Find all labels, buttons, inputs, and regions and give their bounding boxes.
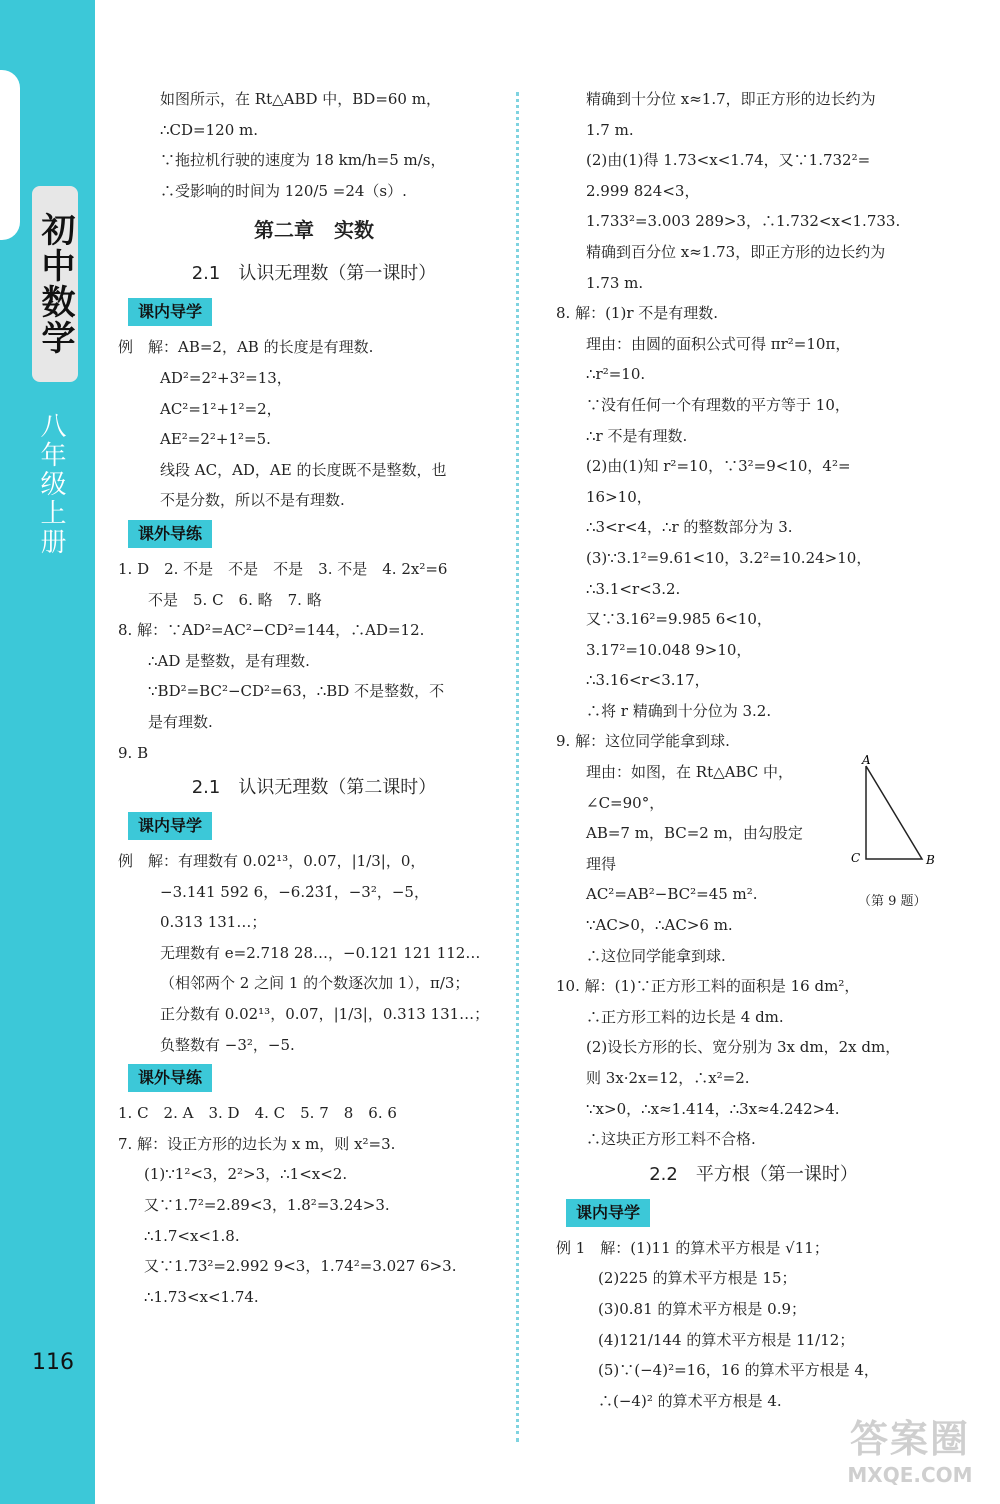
text-line: 又∵1.7²=2.89<3，1.8²=3.24>3.	[144, 1196, 390, 1215]
section-tag: 课外导练	[128, 520, 212, 548]
text-line: AB=7 m，BC=2 m，由勾股定	[586, 824, 803, 843]
triangle-abc	[866, 766, 922, 859]
text-line: ∴将 r 精确到十分位为 3.2.	[586, 701, 772, 720]
text-line: ∴CD=120 m.	[160, 120, 259, 139]
text-line: (2)设长方形的长、宽分别为 3x dm，2x dm，	[586, 1038, 901, 1057]
text-line: 理由：如图，在 Rt△ABC 中，	[586, 763, 794, 782]
chapter-heading: 第二章 实数	[254, 218, 374, 243]
text-line: (1)∵1²<3，2²>3，∴1<x<2.	[144, 1165, 348, 1184]
watermark-logo	[830, 1408, 990, 1498]
text-line: (5)∵(−4)²=16，16 的算术平方根是 4，	[598, 1361, 879, 1380]
left-column	[118, 84, 510, 1312]
text-line: (2)由(1)知 r²=10，∵3²=9<10，4²=	[586, 457, 851, 476]
text-line: AE²=2²+1²=5.	[160, 430, 271, 449]
text-line: 正分数有 0.02¹³，0.07，|1/3|，0.313 131…；	[160, 1005, 490, 1024]
section-tag-row	[118, 294, 510, 332]
text-line: 精确到百分位 x≈1.73，即正方形的边长约为	[586, 242, 886, 261]
triangle-figure	[850, 752, 950, 912]
text-line: 2.999 824<3，	[586, 181, 700, 200]
text-line: ∵x>0，∴x≈1.414，∴3x≈4.242>4.	[586, 1099, 840, 1118]
text-line: 1.73 m.	[586, 273, 644, 292]
text-line: 理得	[586, 854, 617, 873]
section-tag: 课内导学	[566, 1199, 650, 1227]
watermark-title: 答案圈	[849, 1417, 970, 1461]
text-line: ∵没有任何一个有理数的平方等于 10，	[586, 395, 850, 414]
section-tag: 课内导学	[128, 298, 212, 326]
text-line: ∴受影响的时间为 120/5 =24（s）.	[160, 181, 407, 200]
text-line: 16>10，	[586, 487, 652, 506]
column-divider	[516, 92, 519, 1442]
text-line: 负整数有 −3²，−5.	[160, 1035, 295, 1054]
text-line: （相邻两个 2 之间 1 的个数逐次加 1），π/3；	[160, 974, 470, 993]
text-line: 7. 解：设正方形的边长为 x m，则 x²=3.	[118, 1134, 396, 1153]
text-line: (3)0.81 的算术平方根是 0.9；	[598, 1299, 807, 1318]
text-line: 1. C 2. A 3. D 4. C 5. 7 8 6. 6	[118, 1104, 397, 1123]
sidebar	[0, 0, 95, 1504]
text-line: ∴3<r<4，∴r 的整数部分为 3.	[586, 518, 793, 537]
text-line: −3.141 592 6，−6.2̇3̇1̇，−3²，−5，	[160, 882, 429, 901]
text-line: 例 解：AB=2，AB 的长度是有理数.	[118, 338, 374, 357]
text-line: ∠C=90°，	[586, 793, 665, 812]
text-line: 则 3x·2x=12，∴x²=2.	[586, 1069, 750, 1087]
text-line: ∴这块正方形工料不合格.	[586, 1130, 756, 1149]
section-tag: 课外导练	[128, 1064, 212, 1092]
text-line: 1.7 m.	[586, 120, 634, 139]
grade-label: 八年级上册	[36, 412, 66, 557]
figure-caption: （第 9 题）	[858, 894, 927, 909]
text-line: 精确到十分位 x≈1.7，即正方形的边长约为	[586, 90, 876, 108]
text-line: 1.733²=3.003 289>3，∴1.732<x<1.733.	[586, 212, 901, 231]
text-line: 9. 解：这位同学能拿到球.	[556, 732, 730, 751]
text-line: 不是分数，所以不是有理数.	[160, 491, 345, 510]
vertex-b-label: B	[926, 853, 935, 867]
text-line: 3.17²=10.048 9>10，	[586, 640, 752, 659]
section-heading: 2.1 认识无理数（第二课时）	[191, 777, 437, 799]
text-line: 线段 AC，AD，AE 的长度既不是整数，也	[160, 460, 447, 479]
text-line: (2)225 的算术平方根是 15；	[598, 1269, 797, 1288]
text-line: ∴3.1<r<3.2.	[586, 579, 681, 598]
vertex-c-label: C	[851, 851, 861, 865]
vertex-a-label: A	[862, 753, 871, 767]
text-line: ∴r 不是有理数.	[586, 426, 688, 445]
text-line: 无理数有 e=2.718 28…，−0.121 121 112…	[160, 943, 481, 962]
text-line: (4)121/144 的算术平方根是 11/12；	[598, 1330, 855, 1349]
section-heading: 2.2 平方根（第一课时）	[649, 1163, 858, 1185]
text-line: 理由：由圆的面积公式可得 πr²=10π，	[586, 334, 851, 353]
text-line: 不是 5. C 6. 略 7. 略	[148, 590, 322, 609]
text-line: ∵BD²=BC²−CD²=63，∴BD 不是整数，不	[148, 682, 445, 701]
text-line: 又∵3.16²=9.985 6<10，	[586, 610, 772, 629]
text-line: ∴正方形工料的边长是 4 dm.	[586, 1007, 784, 1026]
text-line: 如图所示，在 Rt△ABD 中，BD=60 m，	[160, 90, 441, 108]
text-line: ∴这位同学能拿到球.	[586, 946, 726, 965]
text-line: (2)由(1)得 1.73<x<1.74，又∵1.732²=	[586, 151, 871, 170]
text-line: AD²=2²+3²=13，	[160, 368, 292, 387]
text-line: 0.313 131…；	[160, 913, 267, 932]
text-line: ∵拖拉机行驶的速度为 18 km/h=5 m/s，	[160, 151, 446, 170]
text-line: ∴(−4)² 的算术平方根是 4.	[598, 1391, 782, 1410]
right-column	[556, 84, 951, 1416]
page-number: 116	[32, 1350, 74, 1375]
text-line: ∴1.7<x<1.8.	[144, 1226, 240, 1245]
text-line: 10. 解：(1)∵正方形工料的面积是 16 dm²，	[556, 977, 860, 996]
section-tag-row	[118, 1060, 510, 1098]
text-line: 9. B	[118, 743, 149, 762]
text-line: 又∵1.73²=2.992 9<3，1.74²=3.027 6>3.	[144, 1257, 457, 1276]
text-line: 例 1 解：(1)11 的算术平方根是 √11；	[556, 1238, 829, 1257]
triangle-diagram	[850, 752, 950, 882]
book-title: 初中数学	[32, 186, 78, 382]
text-line: (3)∵3.1²=9.61<10，3.2²=10.24>10，	[586, 548, 872, 567]
section-tag: 课内导学	[128, 812, 212, 840]
section-tag-row	[118, 808, 510, 846]
text-line: ∴1.73<x<1.74.	[144, 1287, 259, 1306]
section-heading: 2.1 认识无理数（第一课时）	[191, 263, 437, 285]
text-line: 1. D 2. 不是 不是 不是 3. 不是 4. 2x²=6	[118, 559, 448, 578]
text-line: ∵AC>0，∴AC>6 m.	[586, 916, 733, 935]
text-line: 是有理数.	[148, 712, 213, 731]
watermark-site: MXQE.COM	[847, 1463, 973, 1487]
text-line: 例 解：有理数有 0.02¹³，0.07，|1/3|，0，	[118, 852, 426, 871]
text-line: AC²=1²+1²=2，	[160, 399, 282, 418]
text-line: ∴r²=10.	[586, 365, 646, 384]
text-line: AC²=AB²−BC²=45 m².	[586, 885, 758, 904]
text-line: 8. 解：∵AD²=AC²−CD²=144，∴AD=12.	[118, 621, 425, 640]
sidebar-notch	[0, 70, 20, 240]
section-tag-row	[118, 516, 510, 554]
section-tag-row	[556, 1195, 951, 1233]
text-line: ∴3.16<r<3.17，	[586, 671, 710, 690]
text-line: ∴AD 是整数，是有理数.	[148, 651, 310, 670]
text-line: 8. 解：(1)r 不是有理数.	[556, 304, 719, 323]
